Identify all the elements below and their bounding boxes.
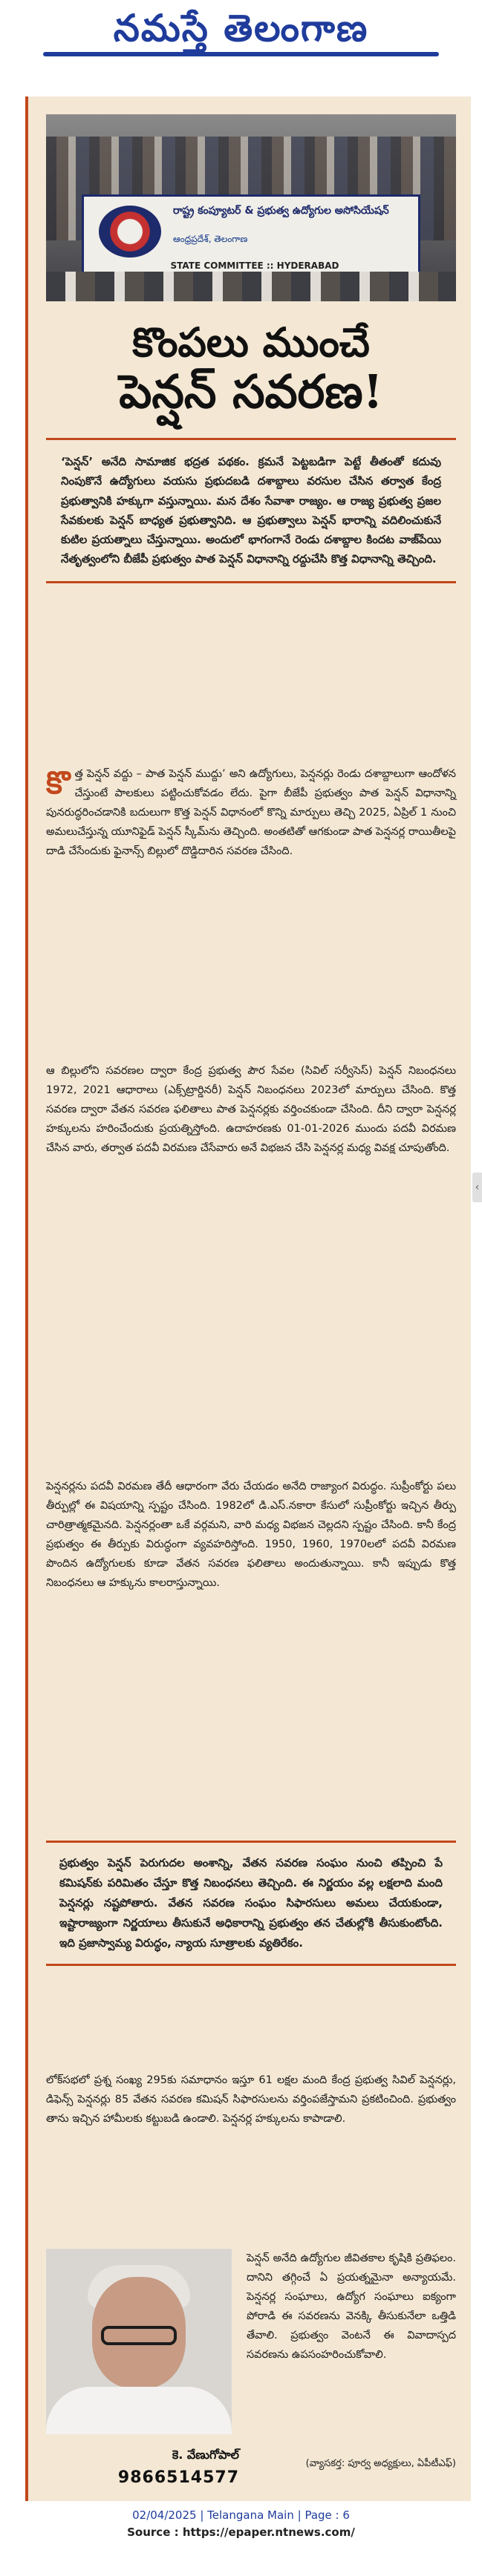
side-tab-arrow-icon[interactable]: ‹ [472,1173,482,1202]
masthead [0,0,482,64]
author-shirt [46,2387,232,2434]
body-paragraph-1-text: త్త పెన్షన్ వద్దు – పాత పెన్షన్ ముద్దు’ అని ఉద్యోగులు, పెన్షనర్లు రెండు దశాబ్దాలుగా ఆందోళన చేస్తుంటే పాలకులు పట్టించుకోవడం లేదు. పైగా బీజేపీ ప్రభుత్వం పాత పెన్షన్ విధానాన్ని పునరుద్ధరించడానికి బదులుగా కొత్త పెన్షన్ విధానంలో కొన్ని మార్పులు తెచ్చి 2025, ఏప్రిల్ 1 నుంచి అమలుచేస్తున్న యూనిఫైడ్ పెన్షన్ స్కీమ్‌ను తెచ్చింది. అంతటితో ఆగకుండా పాత పెన్షనర్ల రాయితీలపై దాడి చేసేందుకు ఫైనాన్స్ బిల్లులో దొడ్డిదారిన సవరణ చేసింది. [46,768,456,858]
headline-line-1: కొంపలు ముంచే [132,318,370,366]
body-paragraph-2: ఆ బిల్లులోని సవరణల ద్వారా కేంద్ర ప్రభుత్వ పౌర సేవల (సివిల్ సర్వీసెస్) పెన్షన్ నిబంధనలు 1972, 2021 ఆధారాలు (ఎక్స్‌ట్రార్డినరీ) పెన్షన్ నిబంధనలు 2023లో మార్పులు చేసింది. కొత్త సవరణ ద్వారా వేతన సవరణ ఫలితాలు పాత పెన్షనర్లకు వర్తించకుండా చేసింది. దీని ద్వారా పెన్షనర్ల హక్కులను హరించేందుకు ప్రయత్నిస్తోంది. ఉదాహరణకు 01-01-2026 ముందు పదవీ విరమణ చేసిన వారు, తర్వాత పదవీ విరమణ చేసేవారు అనే విభజన చేసి పెన్షనర్ల మధ్య వివక్ష చూపుతోంది. [46,1065,456,1155]
headline-line-2: పెన్షన్ సవరణ! [119,364,383,419]
author-photo [46,2249,232,2434]
article-panel [25,96,471,2501]
footer [0,2507,482,2540]
masthead-title: నమస్తే తెలంగాణ [113,6,369,50]
dropcap: కొ [46,764,71,801]
protest-photo [46,114,456,301]
body-paragraph-5: పెన్షన్ అనేది ఉద్యోగుల జీవితకాల కృషికి ప్రతిఫలం. దానిని తగ్గించే ఏ ప్రయత్నమైనా అన్యాయమే. పెన్షనర్ల సంఘాలు, ఉద్యోగ సంఘాలు ఐక్యంగా పోరాడి ఈ సవరణను వెనక్కి తీసుకునేలా ఒత్తిడి తేవాలి. ప్రభుత్వం వెంటనే ఈ వివాదాస్పద సవరణను ఉపసంహరించుకోవాలి. [247,2252,456,2362]
photo-people [46,272,456,301]
byline-phone: 9866514577 [117,2468,239,2487]
banner-text-mid: ఆంధ్రప్రదేశ్, తెలంగాణ [173,234,248,244]
byline-role: (వ్యాసకర్త: పూర్వ అధ్యక్షులు, ఏపీటీఎఫ్) [305,2458,456,2469]
body-paragraph-3: పెన్షనర్లను పదవీ విరమణ తేదీ ఆధారంగా వేరు చేయడం అనేది రాజ్యాంగ విరుద్ధం. సుప్రీంకోర్టు పలు తీర్పుల్లో ఈ విషయాన్ని స్పష్టం చేసింది. 1982లో డి.ఎస్.నకారా కేసులో సుప్రీంకోర్టు ఇచ్చిన తీర్పు చారిత్రాత్మకమైనది. పెన్షనర్లంతా ఒకే వర్గమని, వారి మధ్య విభజన చెల్లదని స్పష్టం చేసింది. కానీ కేంద్ర ప్రభుత్వం ఈ తీర్పుకు విరుద్ధంగా వ్యవహరిస్తోంది. 1950, 1960, 1970లలో పదవీ విరమణ పొందిన ఉద్యోగులకు కూడా వేతన సవరణ ఫలితాలు అందుతున్నాయి. కానీ ఇప్పుడు కొత్త నిబంధనలు ఆ హక్కును కాలరాస్తున్నాయి. [46,1481,456,1590]
pullquote: ప్రభుత్వం పెన్షన్ పెరుగుదల అంశాన్ని, వేతన సవరణ సంఘం నుంచి తప్పించి పే కమిషన్‌కు పరిమితం చేస్తూ కొత్త నిబంధనలు తెచ్చింది. ఈ నిర్ణయం వల్ల లక్షలాది మంది పెన్షనర్లు నష్టపోతారు. వేతన సవరణ సంఘం సిఫారసులు అమలు చేయకుండా, ఇష్టారాజ్యంగా నిర్ణయాలు తీసుకునే అధికారాన్ని ప్రభుత్వం తన చేతుల్లోకి తీసుకుంటోంది. ఇది ప్రజాస్వామ్య విరుద్ధం, న్యాయ సూత్రాలకు వ్యతిరేకం. [46,1841,456,1966]
body-paragraph-4: లోక్‌సభలో ప్రశ్న సంఖ్య 295కు సమాధానం ఇస్తూ 61 లక్షల మంది కేంద్ర ప్రభుత్వ సివిల్ పెన్షనర్లు, డిఫెన్స్ పెన్షనర్లు 85 వేతన సవరణ కమిషన్ సిఫారసులను వర్తింపజేస్తామని ప్రకటించింది. ప్రభుత్వం తాను ఇచ్చిన హామీలకు కట్టుబడి ఉండాలి. పెన్షనర్ల హక్కులను కాపాడాలి. [46,2074,456,2126]
footer-source[interactable]: Source : https://epaper.ntnews.com/ [127,2525,355,2539]
photo-banner [82,194,420,279]
banner-text-top: రాష్ట్ర కంప్యూటర్ & ప్రభుత్వ ఉద్యోగుల అసోసియేషన్ [173,205,389,217]
banner-text-bottom: STATE COMMITTEE :: HYDERABAD [170,260,339,271]
author-glasses [101,2326,177,2345]
footer-info: 02/04/2025 | Telangana Main | Page : 6 [132,2508,350,2522]
headline [46,319,456,418]
association-logo-icon [99,206,161,258]
byline-name: కె. వేణుగోపాల్ [172,2448,239,2462]
lede-paragraph: ‘పెన్షన్’ అనేది సామాజిక భద్రత పథకం. క్రమనే పెట్టబడిగా పెట్టే తీతంతో కదువు నింపుకొనే ఉద్యోగులు వయసు ప్రభుదబడి దశాబ్దాలు వరసుల చేసిన తర్వాత కేంద్ర ప్రభుత్వానికి హక్కుగా వస్తున్నాయి. మన దేశం సేవాశా రాజ్యం. ఆ రాజ్య ప్రభుత్వ ప్రజల సేవకులకు పెన్షన్ బాధ్యత ప్రభుత్వానిది. ఆ ప్రభుత్వాలు పెన్షన్ భారాన్ని వదిలించుకునే కుటిల ప్రయత్నాలు చేస్తున్నాయి. అందులో భాగంగానే రెండు దశాబ్దాల కిందట వాజ్‌పేయి నేతృత్వంలోని బీజేపీ ప్రభుత్వం పాత పెన్షన్ విధానాన్ని రద్దుచేసి కొత్త విధానాన్ని తెచ్చింది. [46,438,456,583]
masthead-underline [43,52,439,56]
body-paragraph-1 [46,764,456,861]
